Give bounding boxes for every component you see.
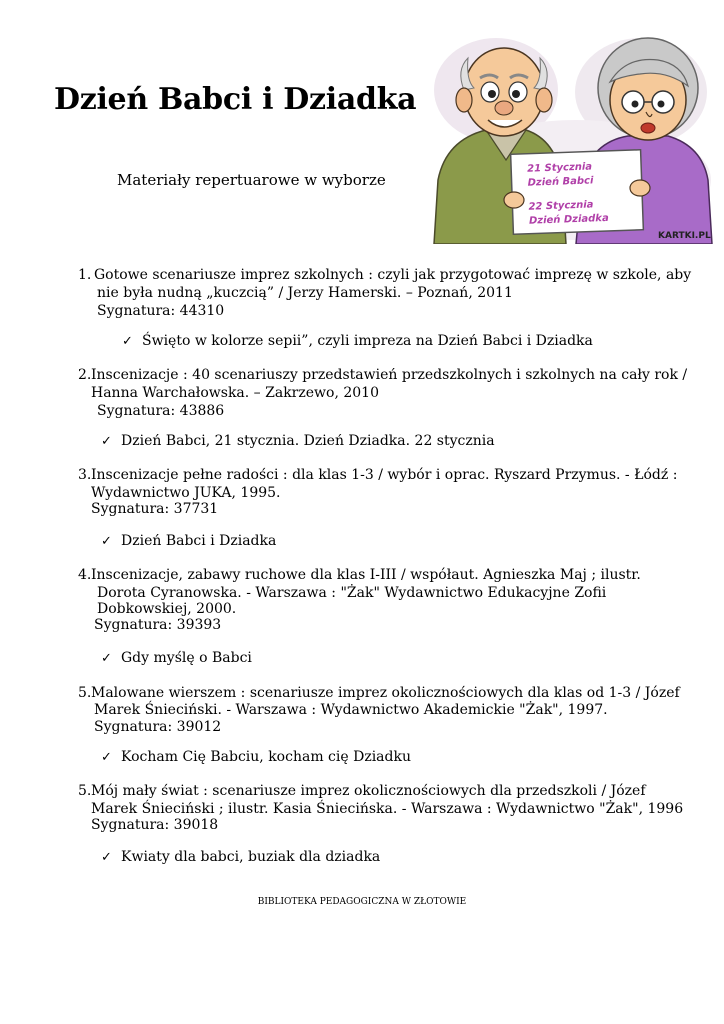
entry-item-text: Święto w kolorze sepii”, czyli impreza na Dzień Babci i Dziadka xyxy=(142,333,593,349)
entry-number: 1. xyxy=(78,267,92,283)
watermark-text: KARTKI.PL xyxy=(658,231,711,241)
check-icon: ✓ xyxy=(101,651,112,666)
entry-line: Inscenizacje, zabawy ruchowe dla klas I-III / współaut. Agnieszka Maj ; ilustr. xyxy=(91,567,641,583)
entry-signature: Sygnatura: 39012 xyxy=(94,719,222,735)
check-icon: ✓ xyxy=(101,850,112,865)
sign-line-1: 21 Stycznia xyxy=(526,161,593,175)
entry-item-text: Gdy myślę o Babci xyxy=(121,650,252,666)
entry-line: Malowane wierszem : scenariusze imprez okolicznościowych dla klas od 1-3 / Józef xyxy=(91,685,680,701)
page-title: Dzień Babci i Dziadka xyxy=(54,82,417,117)
entry-number: 3. xyxy=(78,467,92,483)
entry-item-text: Kwiaty dla babci, buziak dla dziadka xyxy=(121,849,381,865)
entry-number: 5. xyxy=(78,685,92,701)
entry-item xyxy=(101,849,380,865)
footer-library-name: BIBLIOTEKA PEDAGOGICZNA W ZŁOTOWIE xyxy=(257,897,467,907)
entry-line: Inscenizacje : 40 scenariuszy przedstawień przedszkolnych i szkolnych na cały rok / xyxy=(91,367,688,383)
entry-number: 2. xyxy=(78,367,92,383)
page-subtitle: Materiały repertuarowe w wyborze xyxy=(117,171,386,189)
check-icon: ✓ xyxy=(101,534,112,549)
sign-line-3: 22 Stycznia xyxy=(528,199,594,213)
entry-item-text: Kocham Cię Babciu, kocham cię Dziadku xyxy=(121,749,411,765)
entry-signature: Sygnatura: 43886 xyxy=(97,403,225,419)
entry-signature: Sygnatura: 37731 xyxy=(91,501,219,517)
entry-line: Gotowe scenariusze imprez szkolnych : czyli jak przygotować imprezę w szkole, aby xyxy=(94,267,692,283)
entry-line: Dobkowskiej, 2000. xyxy=(97,601,237,617)
entry-item-text: Dzień Babci i Dziadka xyxy=(121,533,277,549)
sign-line-2: Dzień Babci xyxy=(527,175,594,189)
entry-line: Inscenizacje pełne radości : dla klas 1-3 / wybór i oprac. Ryszard Przymus. - Łódź : xyxy=(91,467,678,483)
entry-item xyxy=(101,433,495,449)
entry-item xyxy=(101,533,276,549)
sign-line-4: Dzień Dziadka xyxy=(528,212,609,227)
entry-line: Wydawnictwo JUKA, 1995. xyxy=(91,485,281,501)
entry-line: Hanna Warchałowska. – Zakrzewo, 2010 xyxy=(91,385,379,401)
entry-signature: Sygnatura: 44310 xyxy=(97,303,225,319)
entry-line: nie była nudną „kuczcią” / Jerzy Hamerski. – Poznań, 2011 xyxy=(97,285,513,301)
entry-signature: Sygnatura: 39018 xyxy=(91,817,219,833)
entry-item-text: Dzień Babci, 21 stycznia. Dzień Dziadka. 22 stycznia xyxy=(121,433,495,449)
entry-item xyxy=(101,749,411,765)
entry-line: Marek Śnieciński. - Warszawa : Wydawnictwo Akademickie "Żak", 1997. xyxy=(94,702,608,718)
check-icon: ✓ xyxy=(101,750,112,765)
entry-number: 5. xyxy=(78,783,92,799)
check-icon: ✓ xyxy=(101,434,112,449)
entry-number: 4. xyxy=(78,567,92,583)
entry-line: Dorota Cyranowska. - Warszawa : "Żak" Wydawnictwo Edukacyjne Zofii xyxy=(97,585,607,601)
entry-line: Mój mały świat : scenariusze imprez okolicznościowych dla przedszkoli / Józef xyxy=(91,783,646,799)
entry-item xyxy=(122,333,593,349)
entry-signature: Sygnatura: 39393 xyxy=(94,617,222,633)
entry-item xyxy=(101,650,252,666)
entry-line: Marek Śnieciński ; ilustr. Kasia Śniecińska. - Warszawa : Wydawnictwo "Żak", 1996 xyxy=(91,801,684,817)
check-icon: ✓ xyxy=(122,334,133,349)
